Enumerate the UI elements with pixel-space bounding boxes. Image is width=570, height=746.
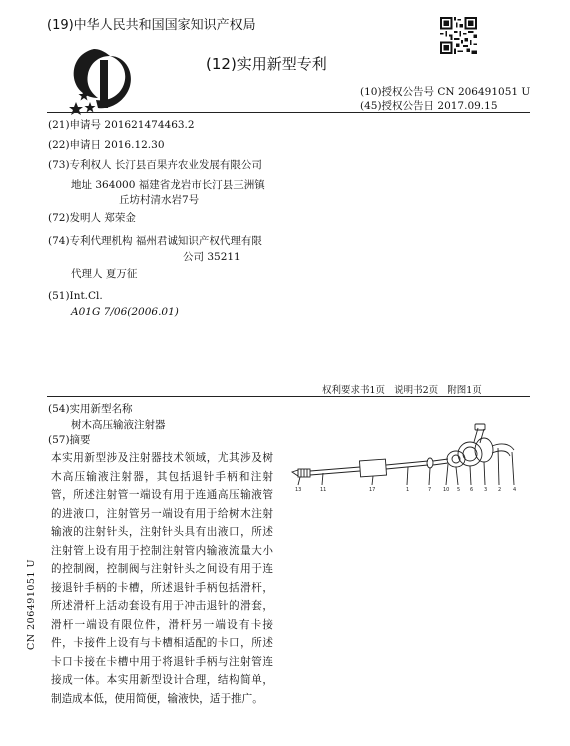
patentee: (73)专利权人 长汀县百果卉农业发展有限公司: [48, 159, 262, 171]
side-publication-number: CN 206491051 U: [26, 558, 37, 650]
middle-rule: [47, 396, 530, 397]
injector-drawing: [288, 418, 526, 498]
header-rule: [47, 112, 530, 113]
address-line-2: 丘坊村清水岩7号: [119, 194, 200, 206]
pages-summary: 权利要求书1页 说明书2页 附图1页: [322, 385, 482, 396]
agent: 代理人 夏万征: [71, 268, 138, 280]
inventor: (72)发明人 郑荣金: [48, 212, 136, 224]
figure-label: 6: [470, 487, 474, 493]
address-line-1: 地址 364000 福建省龙岩市长汀县三洲镇: [71, 179, 265, 191]
figure-label: 3: [484, 487, 488, 493]
figure-label: 11: [320, 487, 327, 493]
document-type: (12)实用新型专利: [206, 55, 327, 73]
agency-line-1: (74)专利代理机构 福州君诚知识产权代理有限: [48, 235, 262, 247]
application-date: (22)申请日 2016.12.30: [48, 139, 165, 151]
intcl-value: A01G 7/06(2006.01): [71, 306, 179, 318]
figure-label: 1: [406, 487, 410, 493]
figure-label: 17: [369, 487, 376, 493]
figure-label: 4: [513, 487, 517, 493]
title-label: (54)实用新型名称: [48, 403, 133, 415]
figure-label: 7: [428, 487, 432, 493]
figure-label: 5: [457, 487, 461, 493]
abstract-label: (57)摘要: [48, 434, 91, 446]
application-number: (21)申请号 201621474463.2: [48, 119, 195, 131]
publication-number: (10)授权公告号 CN 206491051 U: [360, 86, 531, 98]
cnipa-logo: [64, 46, 136, 116]
publication-date: (45)授权公告日 2017.09.15: [360, 100, 498, 112]
utility-model-title: 树木高压输液注射器: [71, 419, 166, 431]
agency-line-2: 公司 35211: [183, 251, 241, 263]
figure-label: 10: [443, 487, 450, 493]
issuing-office: (19)中华人民共和国国家知识产权局: [47, 18, 256, 33]
figure-label: 13: [295, 487, 302, 493]
figure-label: 2: [498, 487, 502, 493]
qr-code: [440, 17, 477, 54]
intcl-label: (51)Int.Cl.: [48, 290, 103, 302]
abstract-text: 本实用新型涉及注射器技术领域，尤其涉及树木高压输液注射器，其包括退针手柄和注射管，所述注射管一端设有用于连通高压输液管的进液口，注射管另一端设有用于给树木注射输液的注射针头，注射针头具有出液口，所述注射管上设有用于控制注射管内输液流量大小的控制阀，控制阀与注射针头之间设有用于连接退针手柄的卡槽，所述退针手柄包括滑杆，所述滑杆上活动套设有用于冲击退针的滑套，滑杆一端设有限位件，滑杆另一端设有卡接件，卡接件上设有与卡槽相适配的卡口，所述卡口卡接在卡槽中用于将退针手柄与注射管连接成一体。本实用新型设计合理，结构简单，制造成本低，使用简便，输液快，适于推广。: [51, 452, 273, 705]
